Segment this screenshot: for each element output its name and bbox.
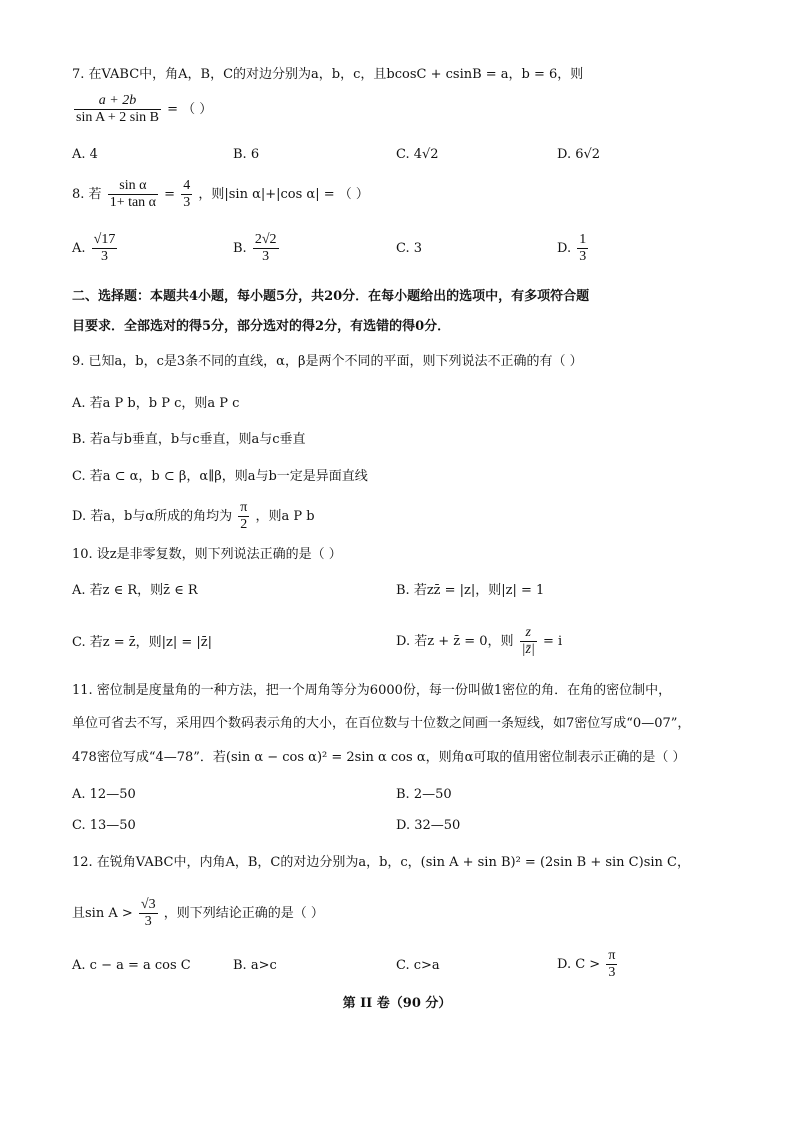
q7-option-c[interactable]: C. 4√2 bbox=[396, 147, 439, 162]
q11-option-c[interactable]: C. 13—50 bbox=[72, 818, 136, 833]
q12-line2-fraction bbox=[139, 897, 158, 930]
q10-option-d-num: z bbox=[520, 625, 537, 642]
q7-option-d[interactable]: D. 6√2 bbox=[557, 147, 601, 162]
q9-option-b[interactable]: B. 若a与b垂直，b与c垂直，则a与c垂直 bbox=[72, 432, 306, 447]
q12-line2-post: ，则下列结论正确的是（ ） bbox=[163, 906, 324, 921]
q11-line3: 478密位写成“4—78”．若(sin α − cos α)² = 2sin α cos α，则角α可取的值用密位制表示正确的是（ ） bbox=[72, 750, 686, 765]
q12-line2-num: √3 bbox=[140, 897, 156, 912]
q10-option-d-post: = i bbox=[542, 634, 563, 649]
q8-option-b-fraction bbox=[253, 232, 279, 265]
q8-eq: = bbox=[164, 187, 176, 202]
q12-option-d[interactable] bbox=[557, 948, 619, 981]
q9-option-c[interactable]: C. 若a ⊂ α，b ⊂ β，α∥β，则a与b一定是异面直线 bbox=[72, 469, 368, 484]
q11-option-a[interactable]: A. 12—50 bbox=[72, 787, 136, 802]
q10-option-d-fraction bbox=[520, 625, 537, 658]
q8-option-d-label: D. bbox=[557, 241, 572, 256]
q8-prefix: 8. 若 bbox=[72, 187, 102, 202]
part-ii-heading: 第 II 卷（90 分） bbox=[342, 996, 452, 1011]
q8-option-a-label: A. bbox=[72, 241, 86, 256]
q7-frac-den: sin A + 2 sin B bbox=[76, 110, 159, 125]
q7-formula bbox=[72, 93, 212, 126]
q12-option-d-den: 3 bbox=[608, 965, 616, 980]
q7-tail: = （ ） bbox=[167, 102, 213, 117]
q9-option-d-num: π bbox=[240, 500, 248, 515]
q7-frac-num: a + 2b bbox=[74, 93, 161, 110]
q12-option-d-num: π bbox=[608, 948, 616, 963]
q8-option-a[interactable] bbox=[72, 232, 119, 265]
q12-line2 bbox=[72, 897, 324, 930]
q8-option-a-num: √17 bbox=[93, 232, 116, 247]
q8-option-d[interactable] bbox=[557, 232, 590, 265]
q8-option-d-fraction bbox=[577, 232, 588, 265]
q10-option-d[interactable] bbox=[396, 625, 562, 658]
q8-option-a-fraction bbox=[92, 232, 118, 265]
q9-stem: 9. 已知a，b，c是3条不同的直线，α，β是两个不同的平面，则下列说法不正确的有（ ） bbox=[72, 354, 583, 369]
q8-option-d-den: 3 bbox=[579, 249, 587, 264]
q12-option-d-fraction bbox=[606, 948, 617, 981]
q8-fraction-1 bbox=[108, 178, 158, 211]
q11-option-b[interactable]: B. 2—50 bbox=[396, 787, 452, 802]
q8-option-b[interactable] bbox=[233, 232, 281, 265]
q7-fraction bbox=[74, 93, 161, 126]
q9-option-a[interactable]: A. 若a P b，b P c，则a P c bbox=[72, 396, 240, 411]
q10-option-d-den: |z̄| bbox=[521, 642, 535, 657]
q8-stem bbox=[72, 178, 369, 211]
section2-heading-line2: 目要求．全部选对的得5分，部分选对的得2分，有选错的得0分． bbox=[72, 319, 451, 334]
q7-stem: 7. 在VABC中，角A，B，C的对边分别为a，b，c，且bcosC + csinB = a，b = 6，则 bbox=[72, 67, 584, 82]
q9-option-d-post: ，则a P b bbox=[255, 509, 315, 524]
q12-line2-pre: 且sin A > bbox=[72, 906, 133, 921]
q10-option-b[interactable]: B. 若zz̄ = |z|，则|z| = 1 bbox=[396, 583, 545, 598]
q8-option-b-num: 2√2 bbox=[254, 232, 277, 247]
q9-option-d-fraction bbox=[238, 500, 249, 533]
q9-option-d[interactable] bbox=[72, 500, 315, 533]
q8-tail: ，则|sin α|+|cos α| = （ ） bbox=[198, 187, 369, 202]
q11-line2: 单位可省去不写，采用四个数码表示角的大小，在百位数与十位数之间画一条短线，如7密位写成“0—07”， bbox=[72, 716, 691, 731]
q8-option-d-num: 1 bbox=[579, 232, 587, 247]
q10-option-a[interactable]: A. 若z ∈ R，则z̄ ∈ R bbox=[72, 583, 198, 598]
q10-stem: 10. 设z是非零复数，则下列说法正确的是（ ） bbox=[72, 547, 342, 562]
q11-line1: 11. 密位制是度量角的一种方法，把一个周角等分为6000份，每一份叫做1密位的角．在角的密位制中， bbox=[72, 683, 672, 698]
q9-option-d-den: 2 bbox=[240, 517, 248, 532]
q7-option-a[interactable]: A. 4 bbox=[72, 147, 98, 162]
q10-option-c[interactable]: C. 若z = z̄，则|z| = |z̄| bbox=[72, 635, 212, 650]
q8-frac1-den: 1+ tan α bbox=[109, 195, 157, 210]
q8-option-b-den: 3 bbox=[262, 249, 270, 264]
q10-option-d-pre: D. 若z + z̄ = 0，则 bbox=[396, 634, 514, 649]
q8-frac2-num: 4 bbox=[183, 178, 191, 193]
q8-fraction-2 bbox=[181, 178, 192, 211]
q12-option-c[interactable]: C. c>a bbox=[396, 958, 440, 973]
q12-option-a[interactable]: A. c − a = a cos C bbox=[72, 958, 191, 973]
q8-option-b-label: B. bbox=[233, 241, 247, 256]
q8-frac2-den: 3 bbox=[183, 195, 191, 210]
q8-option-a-den: 3 bbox=[101, 249, 109, 264]
section2-heading-line1: 二、选择题：本题共4小题，每小题5分，共20分．在每小题给出的选项中，有多项符合题 bbox=[72, 289, 590, 304]
q8-option-c[interactable]: C. 3 bbox=[396, 241, 423, 256]
q7-option-b[interactable]: B. 6 bbox=[233, 147, 260, 162]
q9-option-d-pre: D. 若a，b与α所成的角均为 bbox=[72, 509, 233, 524]
q11-option-d[interactable]: D. 32—50 bbox=[396, 818, 461, 833]
q8-frac1-num: sin α bbox=[108, 178, 158, 195]
q12-line2-den: 3 bbox=[144, 914, 152, 929]
q12-line1: 12. 在锐角VABC中，内角A，B，C的对边分别为a，b，c，(sin A + sin B)² = (2sin B + sin C)sin C， bbox=[72, 855, 690, 870]
q12-option-d-pre: D. C > bbox=[557, 957, 601, 972]
q12-option-b[interactable]: B. a>c bbox=[233, 958, 277, 973]
